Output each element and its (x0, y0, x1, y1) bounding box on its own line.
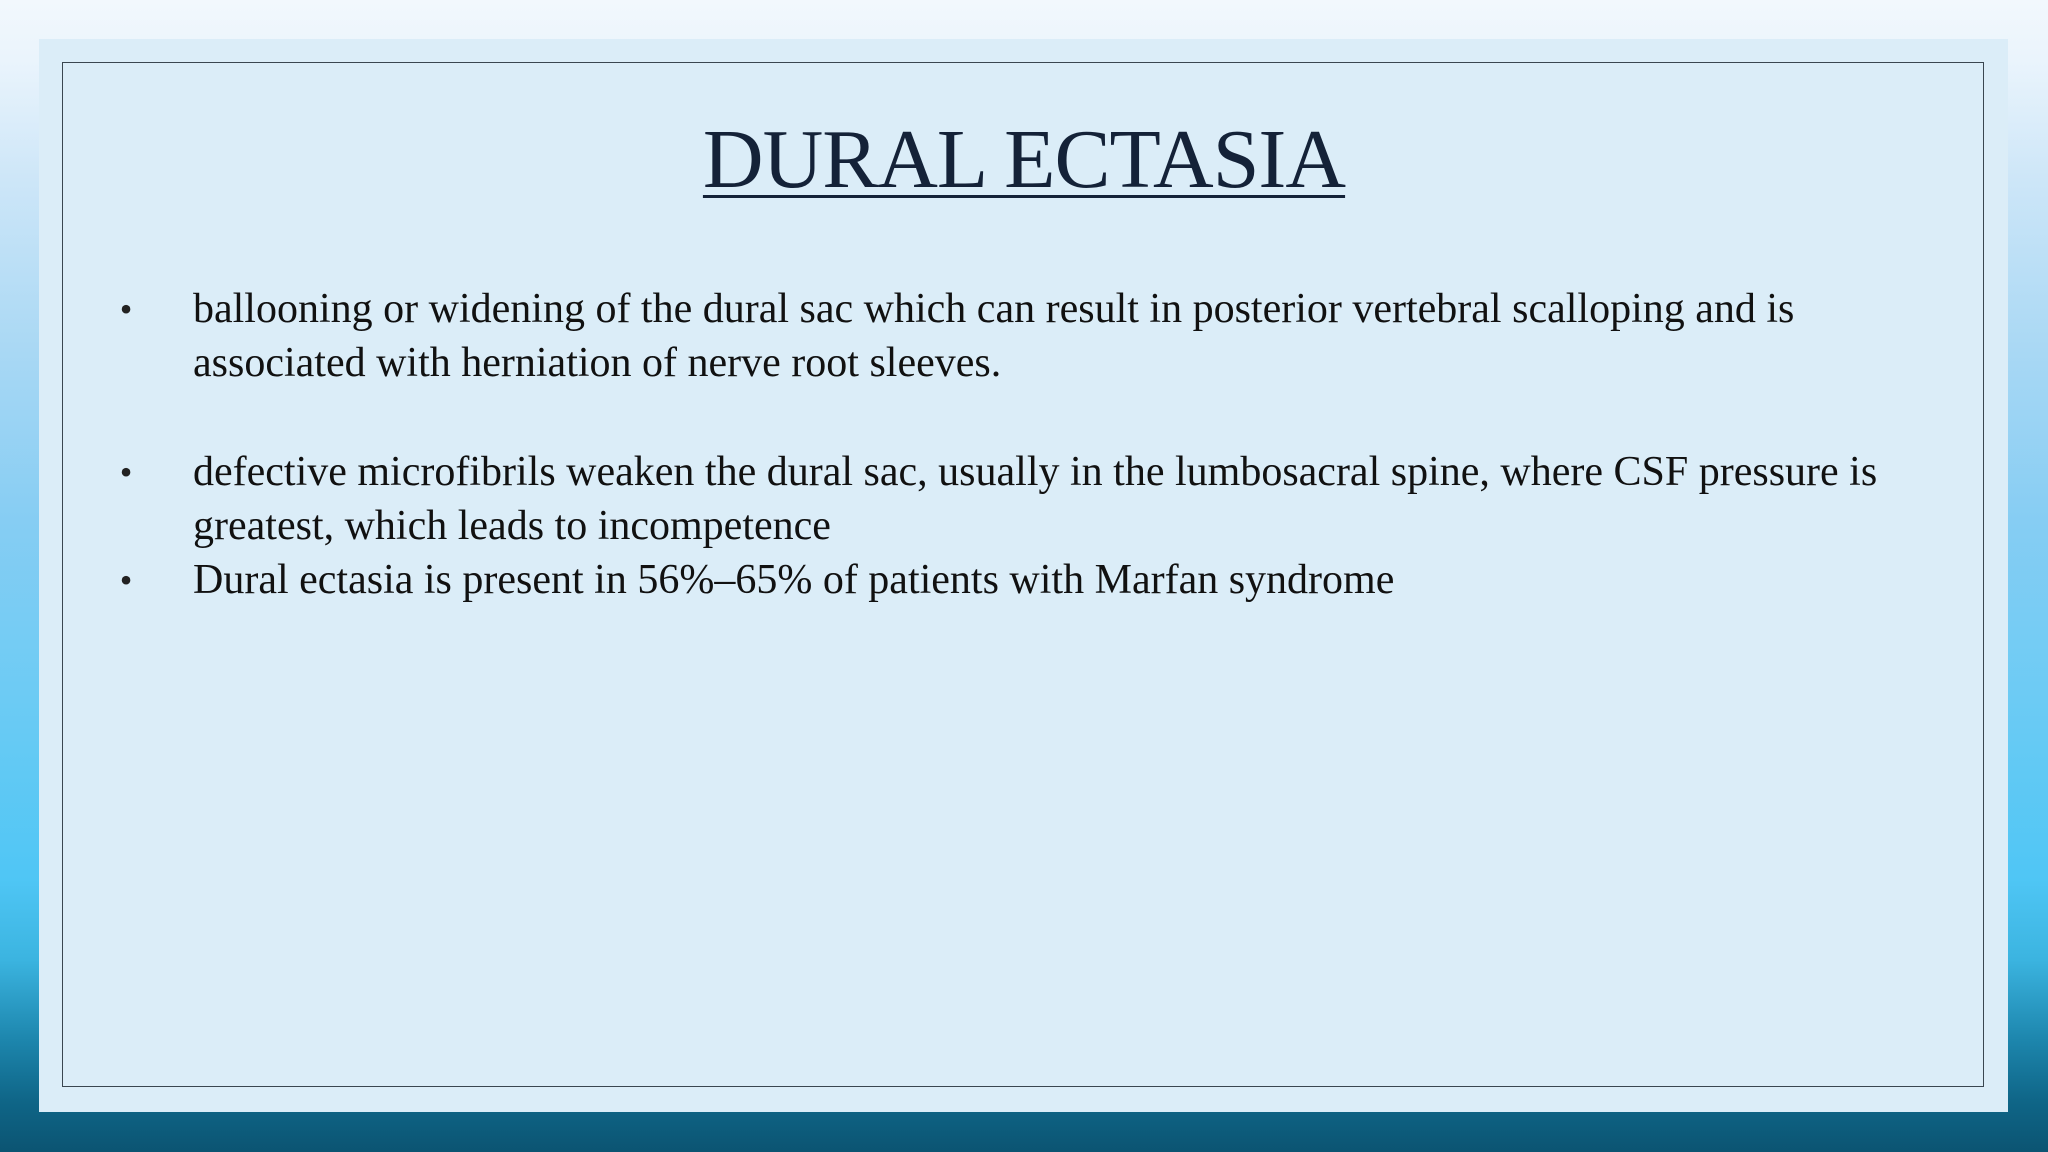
bullet-icon: • (119, 560, 133, 600)
bullet-text: Dural ectasia is present in 56%–65% of patients with Marfan syndrome (193, 557, 1395, 603)
bullet-text: ballooning or widening of the dural sac which can result in posterior vertebral scalloping and is associated with herniation of nerve root sleeves. (193, 286, 1795, 386)
bullet-item (119, 445, 1943, 553)
bullet-icon: • (119, 452, 133, 492)
bullet-item (119, 282, 1943, 390)
bullet-item (119, 553, 1943, 607)
slide-title-text: DURAL ECTASIA (702, 113, 1346, 206)
bullet-text: defective microfibrils weaken the dural sac, usually in the lumbosacral spine, where CSF pressure is greatest, which leads to incompetence (193, 449, 1878, 549)
bullet-icon: • (119, 289, 133, 329)
